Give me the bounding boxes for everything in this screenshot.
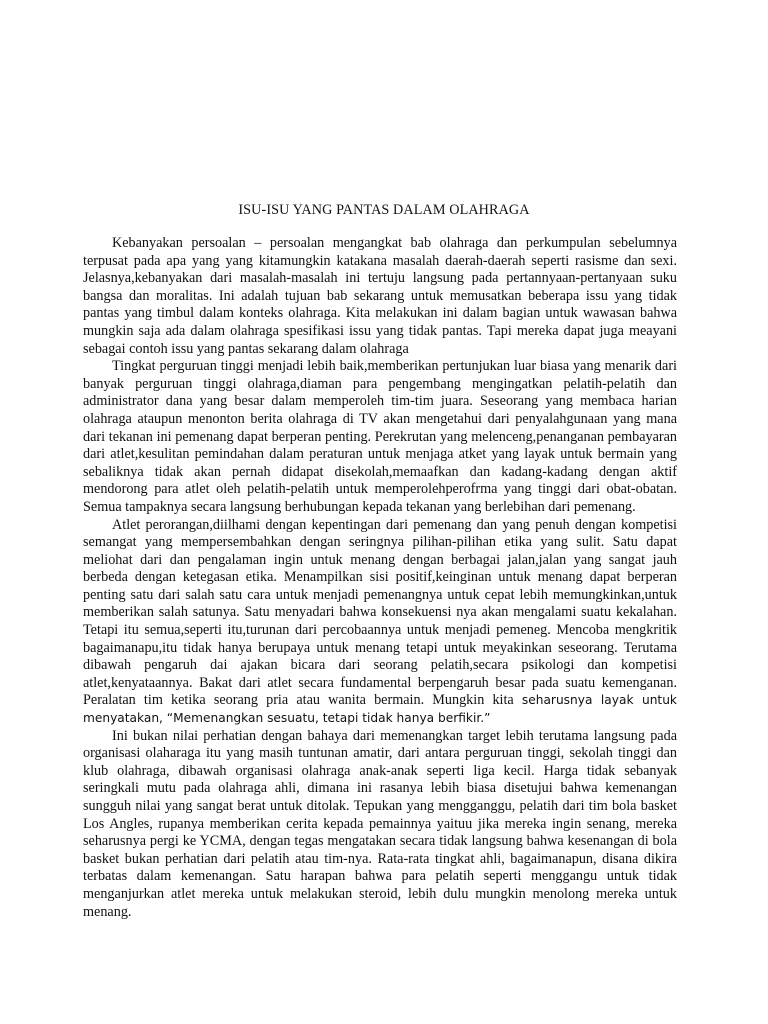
document-body [83, 235, 677, 921]
paragraph-4: Ini bukan nilai perhatian dengan bahaya dari memenangkan target lebih terutama langsung pada organisasi olaharaga itu yang masih tuntunan amatir, dari antara perguruan tinggi, sekolah tinggi dan klub olahraga, dibawah organisasi olahraga anak-anak seperti liga kecil. Harga tidak sebanyak seringkali mutu pada olahraga ahli, dimana ini rasanya lebih biasa disetujui bahwa kemenangan sungguh nilai yang sangat berat untuk ditolak. Tepukan yang mengganggu, pelatih dari tim bola basket Los Angles, rupanya memberikan cerita kepada pemainnya yaituu jika mereka ingin senang, mereka seharusnya pergi ke YCMA, dengan tegas mengatakan secara tidak langsung bahwa kesenangan di bola basket bukan perhatian dari pelatih atau tim-nya. Rata-rata tingkat ahli, bagaimanapun, disana dikira terbatas dalam kemenangan. Satu harapan bahwa para pelatih seperti menggangu untuk tidak menganjurkan atlet mereka untuk melakukan steroid, lebih dulu mungkin menolong mereka untuk menang. [83, 727, 677, 920]
paragraph-2: Tingkat perguruan tinggi menjadi lebih baik,memberikan pertunjukan luar biasa yang menarik dari banyak perguruan tinggi olahraga,diaman para pengembang mengingatkan pelatih-pelatih dan administrator dana yang besar dalam memperoleh tim-tim juara. Seseorang yang membaca harian olahraga ataupun menonton berita olahraga di TV akan mengetahui dari penyalahgunaan yang mana dari tekanan ini pemenang dapat berperan penting. Perekrutan yang melenceng,penanganan pembayaran dari atlet,kesulitan pemindahan dalam peraturan untuk menjaga atket yang layak untuk bermain yang sebaliknya tidak akan pernah didapat disekolah,memaafkan dan kadang-kadang dengan aktif mendorong para atlet oleh pelatih-pelatih untuk memperolehperofrma yang tinggi dari obat-obatan. Semua tampaknya secara langsung berhubungan kepada tekanan yang berlebihan dari pemenang. [83, 358, 677, 515]
document-title: ISU-ISU YANG PANTAS DALAM OLAHRAGA [238, 202, 530, 218]
paragraph-1: Kebanyakan persoalan – persoalan mengangkat bab olahraga dan perkumpulan sebelumnya terpusat pada apa yang yang kitamungkin katakana masalah daerah-daerah seperti rasisme dan sexi. Jelasnya,kebanyakan dari masalah-masalah ini tertuju langsung pada pertannyaan-pertanyaan suku bangsa dan moralitas. Ini adalah tujuan bab sekarang untuk memusatkan beberapa issu yang tidak pantas yang timbul dalam konteks olahraga. Kita melakukan ini dalam bagian untuk wawasan bahwa mungkin saja ada dalam olahraga spesifikasi issu yang tidak pantas. Tapi mereka dapat juga meayani sebagai contoh issu yang pantas sekarang dalam olahraga [83, 235, 677, 357]
paragraph-3-text: Atlet perorangan,diilhami dengan kepentingan dari pemenang dan yang penuh dengan kompetisi semangat yang mempersembahkan dengan seringnya pilihan-pilihan etika yang sulit. Satu dapat meliohat dari dan pengalaman ingin untuk menang dengan berbagai jalan,jalan yang sangat jauh berbeda dengan ketegasan etika. Menampilkan sisi positif,keinginan untuk menang dapat berperan penting satu dari salah satu cara untuk menjadi pemenangnya untuk cepat lebih memungkinkan,untuk memberikan salah satunya. Satu menyadari bahwa konsekuensi nya akan mengalami suatu kekalahan. Tetapi itu semua,seperti itu,turunan dari percobaannya untuk menjadi pemeneg. Mencoba mengkritik bagaimanapu,itu tidak hanya berupaya untuk menang tetapi untuk meyakinkan seseorang. Terutama dibawah pengaruh dai ajakan bicara dari seorang pelatih,secara psikologi dan kompetisi atlet,kenyataannya. Bakat dari atlet secara fundamental berpengaruh besar pada suatu kemenganan. Peralatan tim ketika seorang pria atau wanita bermain. Mungkin kita [83, 516, 677, 709]
paragraph-3-quote-line: seharusnya layak untuk menyatakan, “Memenangkan sesuatu, tetapi tidak hanya berfikir.” [83, 693, 677, 726]
paragraph-3 [83, 517, 677, 728]
